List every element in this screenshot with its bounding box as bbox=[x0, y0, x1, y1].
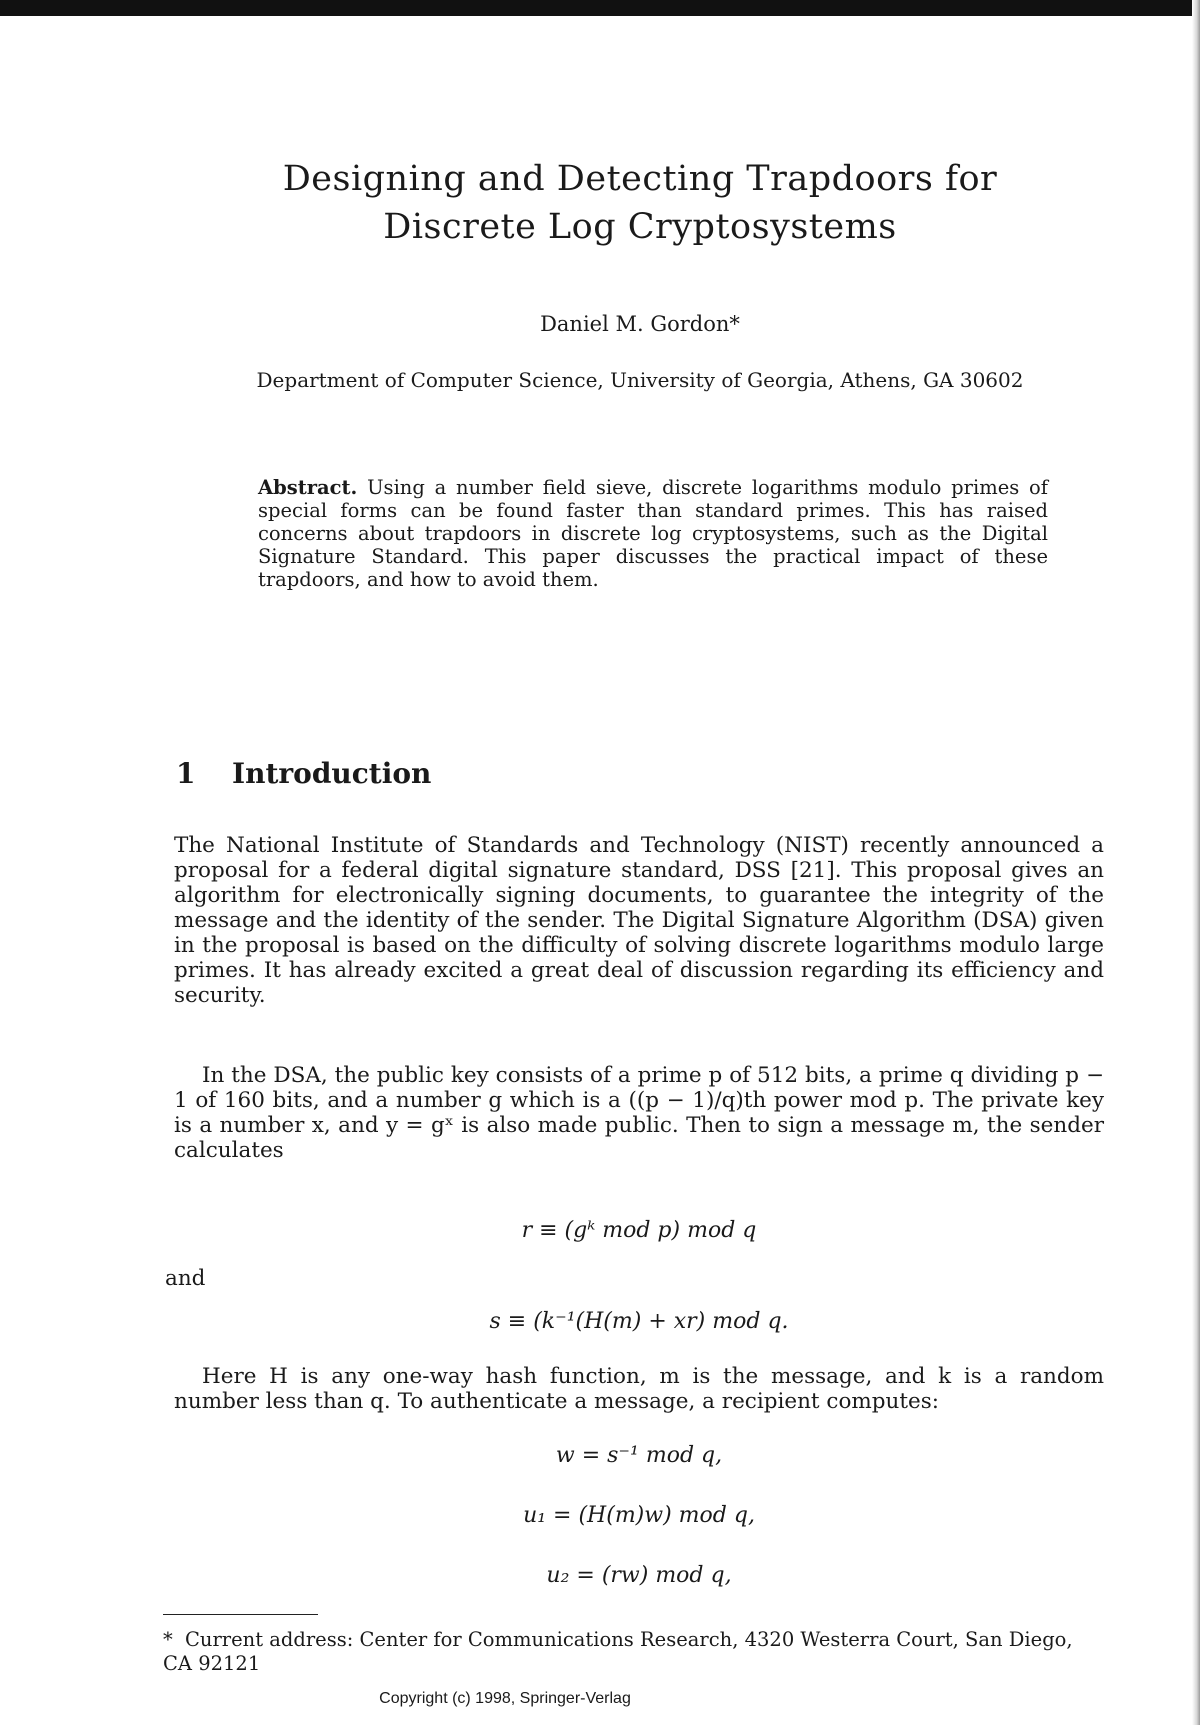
copyright-notice: Copyright (c) 1998, Springer-Verlag bbox=[379, 1690, 631, 1707]
body-paragraph-1: The National Institute of Standards and Technology (NIST) recently announced a proposal for a federal digital signature standard, DSS [21]. This proposal gives an algorithm for electronically signing documents, to guarantee the integrity of the message and the identity of the sender. The Digital Signature Algorithm (DSA) given in the proposal is based on the difficulty of solving discrete logarithms modulo large primes. It has already excited a great deal of discussion regarding its efficiency and security. bbox=[174, 833, 1104, 1008]
title-line-2: Discrete Log Cryptosystems bbox=[383, 207, 897, 247]
paper-title bbox=[180, 155, 1100, 251]
body-paragraph-2: In the DSA, the public key consists of a prime p of 512 bits, a prime q dividing p − 1 of 160 bits, and a number g which is a ((p − 1)/q)th power mod p. The private key is a number x, and y = gˣ is also made public. Then to sign a message m, the sender calculates bbox=[174, 1063, 1104, 1163]
scan-border-top bbox=[0, 0, 1200, 16]
footnote-rule bbox=[163, 1614, 318, 1615]
connective-and: and bbox=[165, 1266, 206, 1291]
equation-s: s ≡ (k⁻¹(H(m) + xr) mod q. bbox=[489, 1309, 789, 1334]
footnote-text: Current address: Center for Communications Research, 4320 Westerra Court, San Diego, CA 92121 bbox=[163, 1628, 1073, 1675]
body-paragraph-3: Here H is any one-way hash function, m is the message, and k is a random number less than q. To authenticate a message, a recipient computes: bbox=[174, 1364, 1104, 1414]
author-name: Daniel M. Gordon* bbox=[540, 312, 740, 336]
abstract-text: Using a number field sieve, discrete logarithms modulo primes of special forms can be found faster than standard primes. This has raised concerns about trapdoors in discrete log cryptosystems, such as the Digital Signature Standard. This paper discusses the practical impact of these trapdoors, and how to avoid them. bbox=[258, 476, 1048, 591]
footnote-marker: * bbox=[163, 1628, 173, 1651]
equation-w: w = s⁻¹ mod q, bbox=[555, 1443, 723, 1468]
section-number: 1 bbox=[176, 757, 196, 790]
section-title: Introduction bbox=[232, 757, 432, 790]
section-heading bbox=[176, 757, 431, 790]
abstract-label: Abstract. bbox=[258, 476, 358, 499]
title-line-1: Designing and Detecting Trapdoors for bbox=[282, 159, 998, 199]
equation-r: r ≡ (gᵏ mod p) mod q bbox=[521, 1218, 757, 1243]
abstract-block bbox=[258, 476, 1048, 591]
equation-u2: u₂ = (rw) mod q, bbox=[546, 1563, 732, 1588]
equation-u1: u₁ = (H(m)w) mod q, bbox=[523, 1503, 755, 1528]
scan-border-right bbox=[1192, 0, 1200, 1725]
footnote bbox=[163, 1628, 1103, 1676]
author-affiliation: Department of Computer Science, University of Georgia, Athens, GA 30602 bbox=[256, 368, 1024, 392]
